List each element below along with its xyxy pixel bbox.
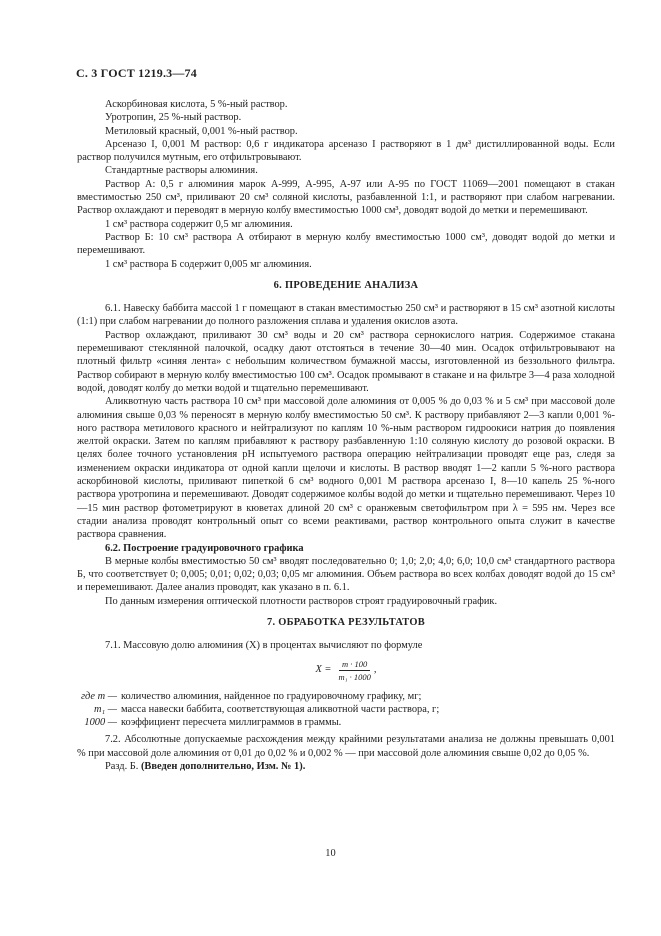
amendment-note	[77, 760, 615, 773]
formula-fraction	[335, 659, 373, 682]
formula-numerator: m · 100	[339, 659, 370, 671]
paragraph: Стандартные растворы алюминия.	[105, 165, 258, 177]
paragraph: Аликвотную часть раствора 10 см³ при массовой доле алюминия от 0,005 % до 0,03 % и 5 см³ при массовой доле алюминия свыше 0,03 % переносят в мерную колбу вместимостью 50 см³. К раствору прибавляют 2—3 капли 0,001 %-ного раствора метилового красного и нейтрализуют по каплям 10 %-ным раствором гидроокиси натрия до появления желтой окраски. Затем по каплям прибавляют к раствору разбавленную 1:10 соляную кислоту до розовой окраски. В целях более точного установления pH испытуемого раствора операцию нейтрализации проводят еще раз, следя за изменением окраски индикатора от одной капли щелочи и кислоты. В раствор вводят 1—2 капли 5 %-ного раствора аскорбиновой кислоты, приливают пипеткой 6 см³ водного 0,001 М раствора арсеназо I, 8—10 капель 25 %-ного раствора уротропина и перемешивают. Доводят содержимое колбы водой до метки и тщательно перемешивают. Через 10—15 мин раствор фотометрируют в кюветах длиной 20 см³ с оранжевым светофильтром при λ = 595 нм. Через все стадии анализа проводят контрольный опыт со всеми реактивами, раствор контрольного опыта служит в качестве раствора сравнения.	[77, 396, 615, 541]
page-header: С. 3 ГОСТ 1219.3—74	[76, 66, 197, 80]
amendment-text: (Введен дополнительно, Изм. № 1).	[140, 761, 306, 773]
section-6-heading: 6. ПРОВЕДЕНИЕ АНАЛИЗА	[273, 279, 419, 291]
paragraph: 7.2. Абсолютные допускаемые расхождения между крайними результатами анализа не должны превышать 0,001 % при массовой доле алюминия от 0,01 до 0,02 % и 0,002 % — при массовой доле алюминия свыше 0,02 до 0,05 %.	[77, 734, 615, 759]
formula	[77, 659, 615, 682]
definition-row	[77, 716, 615, 729]
paragraph: 6.1. Навеску баббита массой 1 г помещают в стакан вместимостью 250 см³ и растворяют в 15 см³ азотной кислоты (1:1) при слабом нагревании до полного разложения сплава и удаления окислов азота.	[77, 303, 615, 328]
definition-symbol: где m —	[81, 690, 117, 702]
paragraph: В мерные колбы вместимостью 50 см³ вводят последовательно 0; 1,0; 2,0; 4,0; 6,0; 10,0 см³ стандартного раствора Б, что соответствует 0; 0,005; 0,01; 0,02; 0,03; 0,05 мг алюминия. Объем раствора во всех колбах доводят водой до 15 см³ и перемешивают. Далее анализ проводят, как указано в п. 6.1.	[77, 555, 615, 594]
subsection-6-2-heading: 6.2. Построение градуировочного графика	[105, 542, 304, 554]
formula-tail: ,	[373, 664, 377, 676]
paragraph: Раствор охлаждают, приливают 30 см³ воды и 20 см³ раствора сернокислого натрия. Содержимое стакана перемешивают стеклянной палочкой, осадку дают отстояться в течение 30—40 мин. Осадок отфильтровывают на плотный фильтр «синяя лента» с небольшим количеством бумажной массы, изготовленной из беззольного фильтра. Раствор собирают в мерную колбу вместимостью 100 см³. Осадок промывают в стакане и на фильтре 3—4 раза холодной водой, доводят колбу до метки водой и тщательно перемешивают.	[77, 329, 615, 394]
definition-symbol: m₁ —	[94, 703, 117, 715]
definition-row	[77, 703, 615, 716]
section-7-heading: 7. ОБРАБОТКА РЕЗУЛЬТАТОВ	[266, 616, 426, 628]
paragraph: 7.1. Массовую долю алюминия (X) в процентах вычисляют по формуле	[105, 640, 423, 652]
definition-text: масса навески баббита, соответствующая аликвотной части раствора, г;	[121, 703, 440, 715]
paragraph: Уротропин, 25 %-ный раствор.	[105, 112, 242, 124]
page-number: 10	[325, 848, 336, 859]
paragraph: 1 см³ раствора содержит 0,5 мг алюминия.	[105, 218, 293, 230]
variable-definitions	[77, 690, 615, 730]
document-body	[77, 98, 615, 773]
paragraph: Раствор А: 0,5 г алюминия марок А-999, А-995, А-97 или А-95 по ГОСТ 11069—2001 помещают в стакан вместимостью 250 см³, приливают 20 см³ соляной кислоты, разбавленной 1:1, и растворяют при слабом нагревании. Раствор охлаждают и переводят в мерную колбу вместимостью 1000 см³, доводят водой до метки и перемешивают.	[77, 178, 615, 217]
definition-symbol: 1000 —	[84, 717, 117, 729]
definition-text: количество алюминия, найденное по градуировочному графику, мг;	[121, 690, 422, 702]
formula-denominator: m₁ · 1000	[338, 671, 371, 682]
paragraph: 1 см³ раствора Б содержит 0,005 мг алюминия.	[105, 258, 312, 270]
paragraph: Раствор Б: 10 см³ раствора А отбирают в мерную колбу вместимостью 1000 см³, доводят водой до метки и перемешивают.	[77, 231, 615, 257]
definition-text: коэффициент пересчета миллиграммов в граммы.	[121, 717, 342, 729]
paragraph: Аскорбиновая кислота, 5 %-ный раствор.	[105, 99, 288, 110]
formula-lhs: X =	[315, 664, 332, 676]
paragraph: Метиловый красный, 0,001 %-ный раствор.	[105, 125, 298, 137]
paragraph: Арсеназо I, 0,001 М раствор: 0,6 г индикатора арсеназо I растворяют в 1 дм³ дистиллированной воды. Если раствор получился мутным, его отфильтровывают.	[77, 138, 615, 164]
paragraph: По данным измерения оптической плотности растворов строят градуировочный график.	[105, 595, 498, 607]
definition-row	[77, 690, 615, 703]
amendment-prefix: Разд. Б.	[105, 761, 139, 773]
